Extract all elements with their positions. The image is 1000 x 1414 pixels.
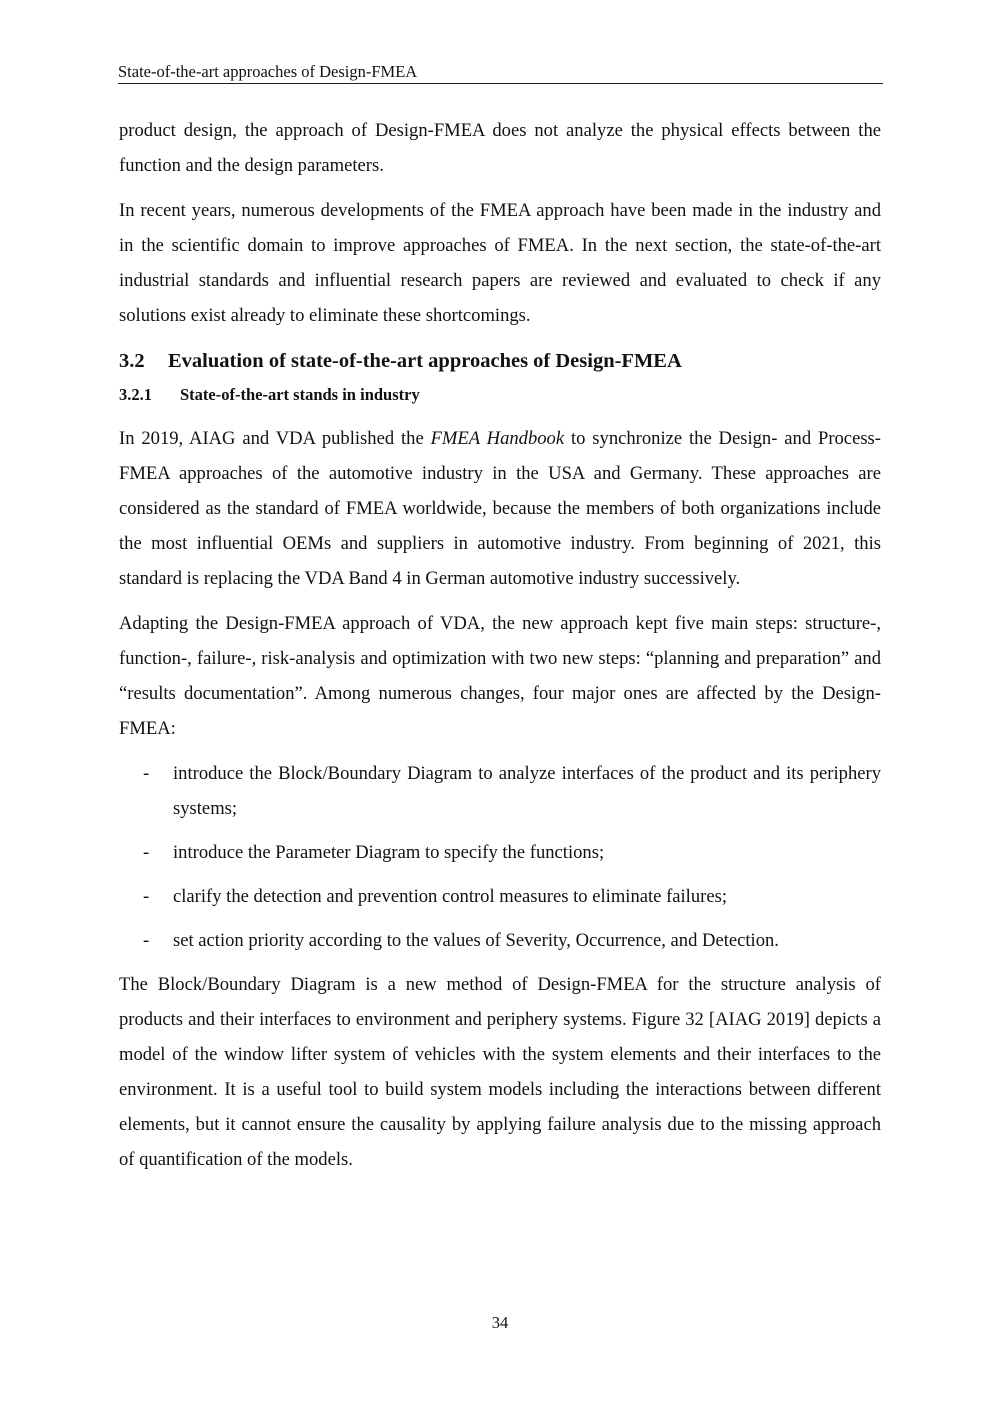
list-item: - clarify the detection and prevention control measures to eliminate failures; xyxy=(119,879,881,914)
running-header: State-of-the-art approaches of Design-FMEA xyxy=(118,62,883,84)
dash-bullet: - xyxy=(143,930,150,951)
paragraph-adapting: Adapting the Design-FMEA approach of VDA, the new approach kept five main steps: structure-, function-, failure-, risk-analysis and optimization with two new steps: “planning and preparation” and “results documentation”. Among numerous changes, four major ones are affected by the Design-FMEA: xyxy=(119,613,881,739)
handbook-title: FMEA Handbook xyxy=(430,428,565,449)
subsection-number: 3.2.1 xyxy=(119,385,152,404)
paragraph-fmea-handbook xyxy=(119,421,881,596)
section-title: Evaluation of state-of-the-art approaches of Design-FMEA xyxy=(168,350,682,372)
major-changes-list xyxy=(119,756,881,958)
section-heading xyxy=(119,347,881,375)
section-number: 3.2 xyxy=(119,350,145,372)
list-item: - introduce the Parameter Diagram to specify the functions; xyxy=(119,835,881,870)
page-content xyxy=(119,113,881,1187)
p3-after: to synchronize the Design- and Process-FMEA approaches of the automotive industry in the USA and Germany. These approaches are considered as the standard of FMEA worldwide, because the members of both organizations include the most influential OEMs and suppliers in automotive industry. From beginning of 2021, this standard is replacing the VDA Band 4 in German automotive industry successively. xyxy=(119,428,881,589)
page-number: 34 xyxy=(491,1313,509,1332)
dash-bullet: - xyxy=(143,763,150,784)
list-item: - introduce the Block/Boundary Diagram to analyze interfaces of the product and its periphery systems; xyxy=(119,756,881,826)
list-item: - set action priority according to the values of Severity, Occurrence, and Detection. xyxy=(119,923,881,958)
dash-bullet: - xyxy=(143,886,150,907)
paragraph-continuation: product design, the approach of Design-FMEA does not analyze the physical effects between the function and the design parameters. xyxy=(119,120,881,176)
dash-bullet: - xyxy=(143,842,150,863)
p3-before: In 2019, AIAG and VDA published the xyxy=(119,428,431,449)
paragraph-block-boundary-diagram: The Block/Boundary Diagram is a new method of Design-FMEA for the structure analysis of products and their interfaces to environment and periphery systems. Figure 32 [AIAG 2019] depicts a model of the window lifter system of vehicles with the system elements and their interfaces to the environment. It is a useful tool to build system models including the interactions between different elements, but it cannot ensure the causality by applying failure analysis due to the missing approach of quantification of the models. xyxy=(119,974,881,1170)
subsection-title: State-of-the-art stands in industry xyxy=(180,385,420,404)
paragraph-recent-developments: In recent years, numerous developments of the FMEA approach have been made in the industry and in the scientific domain to improve approaches of FMEA. In the next section, the state-of-the-art industrial standards and influential research papers are reviewed and evaluated to check if any solutions exist already to eliminate these shortcomings. xyxy=(119,200,881,326)
subsection-heading xyxy=(119,383,881,407)
